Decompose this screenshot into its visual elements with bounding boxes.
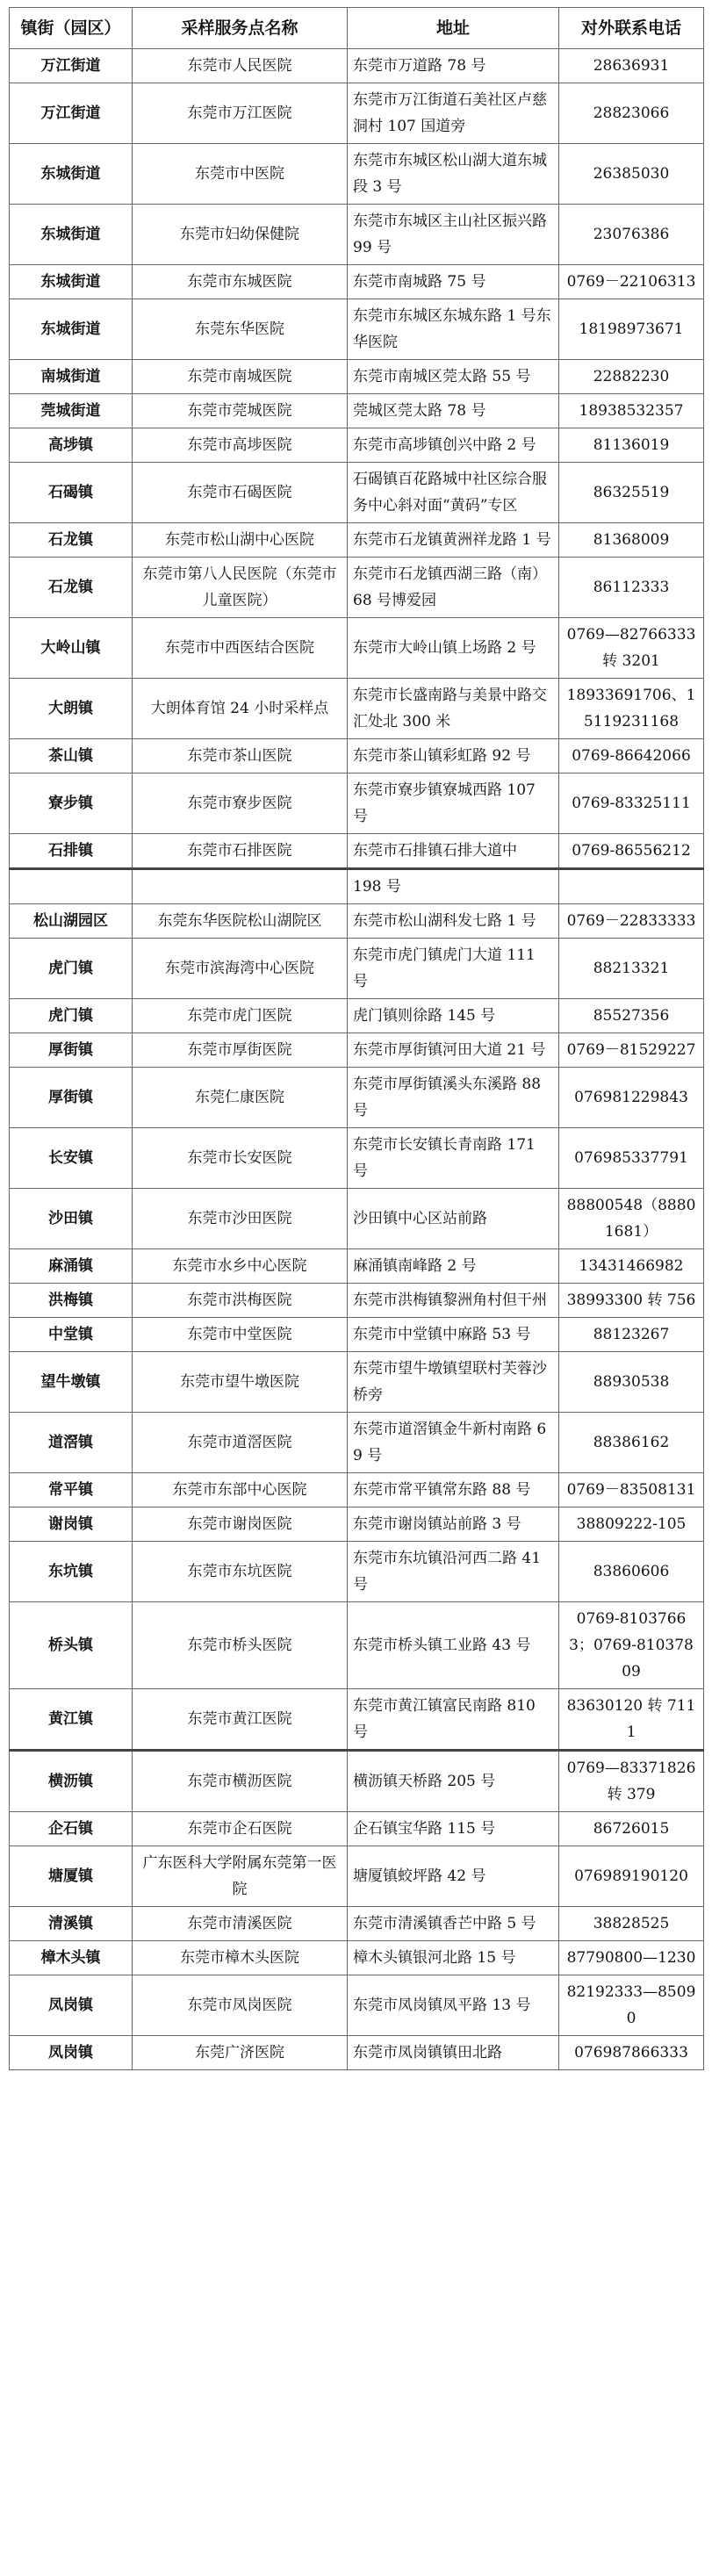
cell-phone: 18198973671 <box>559 299 704 360</box>
cell-town: 凤岗镇 <box>10 1975 133 2036</box>
cell-site: 东莞市东坑医院 <box>133 1542 348 1602</box>
cell-town: 东城街道 <box>10 205 133 265</box>
cell-town: 东城街道 <box>10 299 133 360</box>
cell-town: 东坑镇 <box>10 1542 133 1602</box>
cell-address: 东莞市桥头镇工业路 43 号 <box>348 1602 559 1689</box>
cell-town: 凤岗镇 <box>10 2036 133 2070</box>
cell-address: 虎门镇则徐路 145 号 <box>348 999 559 1033</box>
cell-phone: 0769－81529227 <box>559 1033 704 1068</box>
cell-address: 东莞市厚街镇河田大道 21 号 <box>348 1033 559 1068</box>
cell-phone: 87790800—1230 <box>559 1941 704 1975</box>
cell-phone: 0769－83508131 <box>559 1473 704 1507</box>
cell-address: 东莞市黄江镇富民南路 810 号 <box>348 1689 559 1751</box>
cell-phone: 88930538 <box>559 1352 704 1413</box>
cell-phone: 076985337791 <box>559 1128 704 1189</box>
table-row <box>10 679 704 739</box>
cell-town: 东城街道 <box>10 144 133 205</box>
table-row <box>10 523 704 558</box>
cell-town: 常平镇 <box>10 1473 133 1507</box>
cell-address: 东莞市茶山镇彩虹路 92 号 <box>348 739 559 774</box>
cell-phone: 13431466982 <box>559 1249 704 1284</box>
table-row <box>10 1284 704 1318</box>
cell-site: 东莞市妇幼保健院 <box>133 205 348 265</box>
cell-town: 洪梅镇 <box>10 1284 133 1318</box>
cell-site: 东莞市万江医院 <box>133 83 348 144</box>
cell-phone: 076981229843 <box>559 1068 704 1128</box>
cell-address: 东莞市清溪镇香芒中路 5 号 <box>348 1907 559 1941</box>
cell-site: 东莞市东部中心医院 <box>133 1473 348 1507</box>
cell-town: 企石镇 <box>10 1812 133 1846</box>
header-site: 采样服务点名称 <box>133 8 348 49</box>
cell-address: 塘厦镇蛟坪路 42 号 <box>348 1846 559 1907</box>
cell-address: 东莞市谢岗镇站前路 3 号 <box>348 1507 559 1542</box>
cell-phone: 076987866333 <box>559 2036 704 2070</box>
cell-phone: 86112333 <box>559 558 704 618</box>
cell-town: 万江街道 <box>10 83 133 144</box>
cell-address: 莞城区莞太路 78 号 <box>348 394 559 428</box>
table-row <box>10 1602 704 1689</box>
cell-town: 高埗镇 <box>10 428 133 463</box>
cell-site: 东莞东华医院 <box>133 299 348 360</box>
cell-address: 东莞市寮步镇寮城西路 107 号 <box>348 774 559 834</box>
cell-site: 东莞市南城医院 <box>133 360 348 394</box>
header-address: 地址 <box>348 8 559 49</box>
cell-phone: 82192333—85090 <box>559 1975 704 2036</box>
cell-address: 东莞市东坑镇沿河西二路 41 号 <box>348 1542 559 1602</box>
cell-site: 东莞市中堂医院 <box>133 1318 348 1352</box>
cell-address: 东莞市凤岗镇镇田北路 <box>348 2036 559 2070</box>
table-row <box>10 1689 704 1751</box>
cell-site: 东莞市沙田医院 <box>133 1189 348 1249</box>
cell-phone: 83860606 <box>559 1542 704 1602</box>
cell-phone: 88123267 <box>559 1318 704 1352</box>
cell-town: 茶山镇 <box>10 739 133 774</box>
cell-phone: 18938532357 <box>559 394 704 428</box>
cell-town: 石龙镇 <box>10 523 133 558</box>
cell-town: 清溪镇 <box>10 1907 133 1941</box>
cell-town: 樟木头镇 <box>10 1941 133 1975</box>
table-row <box>10 1473 704 1507</box>
cell-site: 东莞市黄江医院 <box>133 1689 348 1751</box>
cell-town: 塘厦镇 <box>10 1846 133 1907</box>
cell-site: 东莞市中西医结合医院 <box>133 618 348 679</box>
cell-address: 东莞市石龙镇西湖三路（南）68 号博爱园 <box>348 558 559 618</box>
cell-site: 东莞市人民医院 <box>133 49 348 83</box>
cell-town: 石排镇 <box>10 834 133 869</box>
cell-address: 东莞市东城区松山湖大道东城段 3 号 <box>348 144 559 205</box>
cell-address: 东莞市万江街道石美社区卢慈洞村 107 国道旁 <box>348 83 559 144</box>
cell-town: 东城街道 <box>10 265 133 299</box>
table-row <box>10 2036 704 2070</box>
cell-address: 沙田镇中心区站前路 <box>348 1189 559 1249</box>
cell-address: 东莞市石龙镇黄洲祥龙路 1 号 <box>348 523 559 558</box>
cell-phone: 38993300 转 756 <box>559 1284 704 1318</box>
cell-address: 东莞市道滘镇金牛新村南路 69 号 <box>348 1413 559 1473</box>
cell-address: 198 号 <box>348 869 559 904</box>
cell-town: 虎门镇 <box>10 939 133 999</box>
cell-town: 莞城街道 <box>10 394 133 428</box>
cell-address: 企石镇宝华路 115 号 <box>348 1812 559 1846</box>
table-row <box>10 49 704 83</box>
cell-site: 东莞市望牛墩医院 <box>133 1352 348 1413</box>
table-row <box>10 834 704 869</box>
cell-site: 东莞市中医院 <box>133 144 348 205</box>
cell-phone: 0769—82766333 转 3201 <box>559 618 704 679</box>
cell-town: 黄江镇 <box>10 1689 133 1751</box>
cell-town: 谢岗镇 <box>10 1507 133 1542</box>
cell-site: 东莞市虎门医院 <box>133 999 348 1033</box>
table-row <box>10 1542 704 1602</box>
cell-phone: 28636931 <box>559 49 704 83</box>
cell-site: 东莞市谢岗医院 <box>133 1507 348 1542</box>
table-row <box>10 360 704 394</box>
cell-address: 东莞市长安镇长青南路 171 号 <box>348 1128 559 1189</box>
cell-site: 大朗体育馆 24 小时采样点 <box>133 679 348 739</box>
cell-phone: 18933691706、15119231168 <box>559 679 704 739</box>
table-body <box>10 49 704 2070</box>
cell-town: 大岭山镇 <box>10 618 133 679</box>
cell-town: 沙田镇 <box>10 1189 133 1249</box>
cell-phone: 81368009 <box>559 523 704 558</box>
cell-site: 东莞市桥头医院 <box>133 1602 348 1689</box>
table-row <box>10 1846 704 1907</box>
table-header-row <box>10 8 704 49</box>
table-row <box>10 939 704 999</box>
cell-site: 广东医科大学附属东莞第一医院 <box>133 1846 348 1907</box>
table-row <box>10 1413 704 1473</box>
cell-town: 望牛墩镇 <box>10 1352 133 1413</box>
cell-site: 东莞市樟木头医院 <box>133 1941 348 1975</box>
table-row <box>10 428 704 463</box>
cell-town: 桥头镇 <box>10 1602 133 1689</box>
table-row <box>10 205 704 265</box>
table-row <box>10 774 704 834</box>
cell-address: 东莞市高埗镇创兴中路 2 号 <box>348 428 559 463</box>
cell-site: 东莞市企石医院 <box>133 1812 348 1846</box>
cell-site: 东莞市高埗医院 <box>133 428 348 463</box>
cell-address: 东莞市万道路 78 号 <box>348 49 559 83</box>
table-row <box>10 1318 704 1352</box>
cell-site: 东莞市石碣医院 <box>133 463 348 523</box>
cell-phone: 88800548（88801681） <box>559 1189 704 1249</box>
table-row <box>10 299 704 360</box>
cell-phone: 0769—83371826 转 379 <box>559 1751 704 1812</box>
table-row <box>10 1128 704 1189</box>
table-row <box>10 463 704 523</box>
cell-address: 东莞市虎门镇虎门大道 111 号 <box>348 939 559 999</box>
cell-address: 东莞市石排镇石排大道中 <box>348 834 559 869</box>
cell-site: 东莞市厚街医院 <box>133 1033 348 1068</box>
cell-phone: 0769－22833333 <box>559 904 704 939</box>
cell-phone: 0769-81037663；0769-81037809 <box>559 1602 704 1689</box>
cell-site <box>133 869 348 904</box>
cell-town <box>10 869 133 904</box>
cell-site: 东莞市道滘医院 <box>133 1413 348 1473</box>
cell-site: 东莞市洪梅医院 <box>133 1284 348 1318</box>
cell-address: 东莞市松山湖科发七路 1 号 <box>348 904 559 939</box>
table-row <box>10 394 704 428</box>
cell-phone: 88213321 <box>559 939 704 999</box>
cell-site: 东莞市第八人民医院（东莞市儿童医院） <box>133 558 348 618</box>
cell-site: 东莞市清溪医院 <box>133 1907 348 1941</box>
cell-phone: 83630120 转 7111 <box>559 1689 704 1751</box>
cell-address: 樟木头镇银河北路 15 号 <box>348 1941 559 1975</box>
cell-address: 东莞市洪梅镇黎洲角村但干州 <box>348 1284 559 1318</box>
table-row <box>10 1507 704 1542</box>
cell-address: 石碣镇百花路城中社区综合服务中心斜对面“黄码”专区 <box>348 463 559 523</box>
table-row <box>10 1907 704 1941</box>
cell-site: 东莞市滨海湾中心医院 <box>133 939 348 999</box>
table-row <box>10 83 704 144</box>
cell-address: 东莞市东城区东城东路 1 号东华医院 <box>348 299 559 360</box>
cell-address: 东莞市常平镇常东路 88 号 <box>348 1473 559 1507</box>
cell-site: 东莞市横沥医院 <box>133 1751 348 1812</box>
cell-site: 东莞市水乡中心医院 <box>133 1249 348 1284</box>
cell-phone: 23076386 <box>559 205 704 265</box>
cell-town: 石龙镇 <box>10 558 133 618</box>
table-row <box>10 739 704 774</box>
cell-town: 大朗镇 <box>10 679 133 739</box>
sampling-sites-table <box>9 7 704 2070</box>
table-row <box>10 1812 704 1846</box>
cell-town: 厚街镇 <box>10 1068 133 1128</box>
table-row <box>10 1249 704 1284</box>
cell-town: 麻涌镇 <box>10 1249 133 1284</box>
table-row <box>10 1189 704 1249</box>
cell-phone: 0769－22106313 <box>559 265 704 299</box>
cell-phone: 38809222-105 <box>559 1507 704 1542</box>
cell-phone: 81136019 <box>559 428 704 463</box>
table-row <box>10 869 704 904</box>
cell-phone: 0769-86642066 <box>559 739 704 774</box>
table-row <box>10 558 704 618</box>
cell-address: 横沥镇天桥路 205 号 <box>348 1751 559 1812</box>
cell-site: 东莞市莞城医院 <box>133 394 348 428</box>
sampling-sites-table-wrap <box>9 7 703 2070</box>
cell-phone: 38828525 <box>559 1907 704 1941</box>
cell-phone: 88386162 <box>559 1413 704 1473</box>
cell-site: 东莞市寮步医院 <box>133 774 348 834</box>
header-phone: 对外联系电话 <box>559 8 704 49</box>
table-row <box>10 1975 704 2036</box>
cell-address: 东莞市凤岗镇凤平路 13 号 <box>348 1975 559 2036</box>
cell-address: 东莞市中堂镇中麻路 53 号 <box>348 1318 559 1352</box>
cell-phone: 86325519 <box>559 463 704 523</box>
cell-address: 东莞市南城区莞太路 55 号 <box>348 360 559 394</box>
cell-address: 麻涌镇南峰路 2 号 <box>348 1249 559 1284</box>
table-row <box>10 1033 704 1068</box>
cell-town: 横沥镇 <box>10 1751 133 1812</box>
cell-phone: 076989190120 <box>559 1846 704 1907</box>
header-town: 镇街（园区） <box>10 8 133 49</box>
cell-town: 虎门镇 <box>10 999 133 1033</box>
cell-address: 东莞市南城路 75 号 <box>348 265 559 299</box>
cell-site: 东莞仁康医院 <box>133 1068 348 1128</box>
cell-address: 东莞市长盛南路与美景中路交汇处北 300 米 <box>348 679 559 739</box>
cell-site: 东莞市东城医院 <box>133 265 348 299</box>
table-row <box>10 1068 704 1128</box>
cell-site: 东莞广济医院 <box>133 2036 348 2070</box>
cell-town: 寮步镇 <box>10 774 133 834</box>
table-row <box>10 904 704 939</box>
cell-phone: 85527356 <box>559 999 704 1033</box>
cell-site: 东莞市松山湖中心医院 <box>133 523 348 558</box>
cell-town: 长安镇 <box>10 1128 133 1189</box>
cell-address: 东莞市厚街镇溪头东溪路 88 号 <box>348 1068 559 1128</box>
cell-phone: 86726015 <box>559 1812 704 1846</box>
cell-site: 东莞市茶山医院 <box>133 739 348 774</box>
cell-site: 东莞东华医院松山湖院区 <box>133 904 348 939</box>
cell-address: 东莞市望牛墩镇望联村芙蓉沙桥旁 <box>348 1352 559 1413</box>
cell-phone: 26385030 <box>559 144 704 205</box>
cell-phone: 22882230 <box>559 360 704 394</box>
table-row <box>10 1751 704 1812</box>
table-row <box>10 618 704 679</box>
cell-town: 中堂镇 <box>10 1318 133 1352</box>
table-row <box>10 1941 704 1975</box>
table-row <box>10 1352 704 1413</box>
table-row <box>10 265 704 299</box>
cell-town: 万江街道 <box>10 49 133 83</box>
cell-site: 东莞市石排医院 <box>133 834 348 869</box>
cell-site: 东莞市长安医院 <box>133 1128 348 1189</box>
table-row <box>10 999 704 1033</box>
cell-town: 石碣镇 <box>10 463 133 523</box>
cell-site: 东莞市凤岗医院 <box>133 1975 348 2036</box>
cell-town: 厚街镇 <box>10 1033 133 1068</box>
cell-phone <box>559 869 704 904</box>
table-row <box>10 144 704 205</box>
cell-phone: 0769-86556212 <box>559 834 704 869</box>
cell-address: 东莞市东城区主山社区振兴路 99 号 <box>348 205 559 265</box>
cell-town: 道滘镇 <box>10 1413 133 1473</box>
cell-phone: 28823066 <box>559 83 704 144</box>
cell-town: 松山湖园区 <box>10 904 133 939</box>
cell-address: 东莞市大岭山镇上场路 2 号 <box>348 618 559 679</box>
cell-phone: 0769-83325111 <box>559 774 704 834</box>
cell-town: 南城街道 <box>10 360 133 394</box>
